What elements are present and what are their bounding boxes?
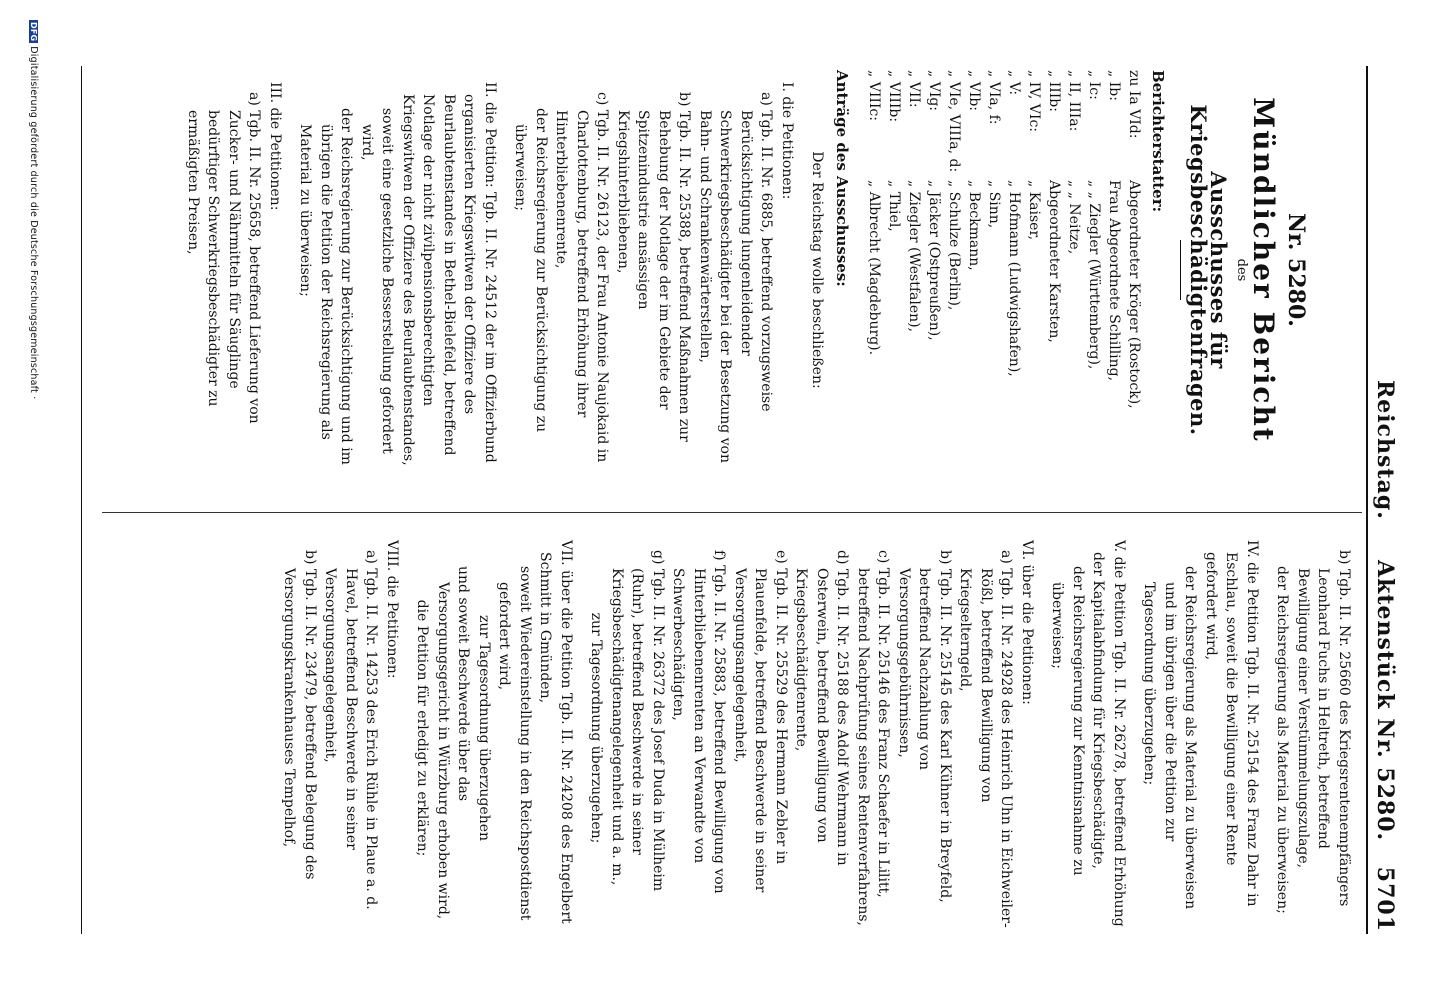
footer-rule xyxy=(81,66,82,934)
paragraph: zur Tagesordnung überzugehen xyxy=(476,614,492,842)
title-des: des xyxy=(1234,258,1249,282)
reporter-row xyxy=(984,70,1004,470)
reporter-key: „ VII: xyxy=(906,70,922,108)
reporter-name: „ Schulze (Berlin), xyxy=(946,180,962,311)
motions-heading: Anträge des Ausschusses: xyxy=(833,70,851,287)
header-rule xyxy=(1366,66,1368,934)
paragraph: VII. über die Petition Tgb. II. Nr. 24208 des Engelbert Schmitt in Gmünden, xyxy=(537,540,574,924)
reporter-name: „ Albrecht (Magdeburg). xyxy=(866,180,882,356)
reporter-name: „ „ Ziegler (Württemberg), xyxy=(1086,180,1102,370)
paragraph: der Reichsregierung als Material zu überweisen; xyxy=(1274,566,1291,914)
reporter-key: „ VIg: xyxy=(926,70,942,112)
paragraph: zur Tagesordnung überzugehen; xyxy=(588,612,605,844)
reporter-key: „ VIe, VIIIa, d: xyxy=(946,70,962,173)
reporter-row xyxy=(1004,70,1024,470)
reporter-row xyxy=(1024,70,1044,470)
reporter-row xyxy=(1064,70,1084,470)
reporter-row xyxy=(1044,70,1064,470)
paragraph: e) Tgb. II. Nr. 25529 des Hermann Zebler in Plauenfelde, betreffend Beschwerde in seiner Versorgungsangelegenheit, xyxy=(732,550,789,893)
paragraph: d) Tgb. II. Nr. 25188 des Adolf Wehrmann in Osterwein, betreffend Bewilligung von Kriegsbeschädigtenrente, xyxy=(793,550,851,866)
right-column xyxy=(279,528,1354,928)
reporter-key: „ VIb: xyxy=(966,70,982,112)
document-title: Mündlicher Bericht xyxy=(1247,97,1281,443)
header-document-number: Aktenstück Nr. 5280. xyxy=(1372,560,1398,842)
reporter-key: „ VIIIc: xyxy=(866,70,882,121)
reporter-row xyxy=(964,70,984,470)
paragraph: g) Tgb. II. Nr. 26372 des Josef Duda in Mülheim (Ruhr), betreffend Beschwerde in seiner Kriegsbeschädigtenangelegenheit und a. m., xyxy=(609,550,666,892)
paragraph: a) Tgb. II. Nr. 25658, betreffend Lieferung von Zucker- und Nährmitteln für Säuglinge bedürftiger Schwerkriegsbeschädigter zu ermäßigten Preisen, xyxy=(185,92,263,424)
reporter-name: „ Beckmann, xyxy=(966,180,982,271)
title-rule xyxy=(1181,240,1182,300)
reporter-name: „ Sinn, xyxy=(986,180,1002,229)
paragraph: a) Tgb. II. Nr. 6885, betreffend vorzugsweise Berücksichtigung lungenleidender Schwerkriegsbeschädigter bei der Besetzung von Bahn- und Schrankenwärterstellen, xyxy=(697,92,775,463)
reporter-key: „ IV, VIc: xyxy=(1026,70,1042,132)
motions-intro: Der Reichstag wolle beschließen: xyxy=(809,151,826,389)
reporter-key: „ IIIb: xyxy=(1046,70,1062,112)
reporter-row xyxy=(944,70,964,470)
paragraph: der Reichsregierung zur Kenntnisnahme zu überweisen; xyxy=(1049,566,1086,876)
paragraph: die Petition für erledigt zu erklären; xyxy=(414,599,431,857)
reporter-name: „ Kaiser, xyxy=(1026,180,1042,241)
reporter-key: „ V: xyxy=(1006,70,1022,96)
header-page-number: 5701 xyxy=(1372,866,1398,932)
reporter-name: „ Ziegler (Westfalen), xyxy=(906,180,922,333)
paragraph: c) Tgb. II. Nr. 25146 des Franz Schaefer in Lilitt, betreffend Nachprüfung seines Rentenverfahrens, xyxy=(855,550,892,926)
reporter-name: „ Jäcker (Ostpreußen), xyxy=(926,180,942,341)
paragraph: soweit eine gesetzliche Besserstellung gefordert wird, xyxy=(359,108,396,454)
paragraph: der Reichsregierung zur Berücksichtigung zu überweisen; xyxy=(512,108,549,433)
reporter-row xyxy=(884,70,904,470)
reporter-key: „ Ib: xyxy=(1106,70,1122,101)
paragraph: VIII. die Petitionen: xyxy=(384,540,400,679)
paragraph: soweit Wiedereinstellung in den Reichspostdienst gefordert wird, xyxy=(496,566,533,921)
reporter-row xyxy=(924,70,944,470)
reporter-key: „ Ic: xyxy=(1086,70,1102,100)
digitization-credit xyxy=(28,20,39,399)
reporter-name: „ Thiel, xyxy=(886,180,902,232)
paragraph: und soweit Beschwerde über das Versorgungsgericht in Würzburg erhoben wird, xyxy=(435,566,472,920)
paragraph: VI. über die Petitionen: xyxy=(1019,540,1035,705)
paragraph: V. die Petition Tgb. II. Nr. 26278, betreffend Erhöhung der Kapitalabfindung für Kriegsbeschädigte, xyxy=(1090,540,1127,927)
reporter-row xyxy=(1104,70,1124,470)
reporter-row xyxy=(904,70,924,470)
paragraph: III. die Petitionen: xyxy=(267,82,283,211)
reporters-heading: Berichterstatter: xyxy=(1149,70,1168,213)
paragraph: b) Tgb. II. Nr. 25388, betreffend Maßnahmen zur Behebung der Notlage der im Gebiete der Spitzenindustrie ansässigen Kriegshinterbliebenen, xyxy=(615,92,693,442)
paragraph: a) Tgb. II. Nr. 14253 des Erich Rühle in Plaue a. d. Havel, betreffend Beschwerde in seiner Versorgungsangelegenheit, xyxy=(322,550,380,910)
reporter-row xyxy=(864,70,884,470)
reporter-name: „ Hofmann (Ludwigshafen), xyxy=(1006,180,1022,377)
reporter-name: „ „ Neitze, xyxy=(1066,180,1082,255)
paragraph: der Reichsregierung als Material zu überweisen und im übrigen über die Petition zur Tagesordnung überzugehen; xyxy=(1141,566,1199,910)
paragraph: b) Tgb. II. Nr. 23479, betreffend Belegung des Versorgungskrankenhauses Tempelhof, xyxy=(281,550,318,880)
paragraph: a) Tgb. II. Nr. 24928 des Heinrich Uhn in Eichweiler-Rößl, betreffend Bewilligung von Kriegselterngeld, xyxy=(957,550,1015,928)
paragraph: c) Tgb. II. Nr. 26123, der Frau Antonie Naujokaid in Charlottenburg, betreffend Erhöhung ihrer Hinterbliebenenrente, xyxy=(553,92,611,463)
reporter-key: „ VIIIb: xyxy=(886,70,902,123)
paragraph: b) Tgb. II. Nr. 25145 des Karl Kühner in Breyfeld, betreffend Nachzahlung von Versorgungsgebührnissen, xyxy=(896,550,953,903)
document-subtitle: Ausschusses für Kriegsbeschädigtenfragen. xyxy=(1186,104,1232,436)
reporter-key: zu Ia VId: xyxy=(1126,70,1142,139)
reporter-key: „ II, IIIa: xyxy=(1066,70,1082,132)
credit-text: Digitalisierung gefördert durch die Deutsche Forschungsgemeinschaft · xyxy=(28,46,39,400)
left-column xyxy=(183,70,1355,470)
reporter-row xyxy=(1124,70,1144,470)
paragraph: f) Tgb. II. Nr. 25883, betreffend Bewilligung von Hinterbliebenenrenten an Verwandte von Schwerbeschädigten, xyxy=(670,550,728,894)
paragraph: I. die Petitionen: xyxy=(779,82,795,200)
reporter-name: Abgeordneter Karsten, xyxy=(1046,180,1062,343)
paragraph: II. die Petition: Tgb. II. Nr. 24512 der im Offizierbund organisierten Kriegswitwen der Offiziere des Beurlaubtenstandes in Bethel-Bielefeld, betreffend Notlage der nicht zivilpensionsberechtigten Kriegswitwen der Offiziere des Beurlaubtenstandes, xyxy=(400,82,498,466)
reporters-list xyxy=(864,70,1144,470)
reporter-name: Abgeordneter Kröger (Rostock), xyxy=(1126,180,1142,409)
reporter-name: Frau Abgeordnete Schilling, xyxy=(1106,180,1122,382)
dfg-logo: DFG xyxy=(29,22,38,42)
header-reichstag: Reichstag. xyxy=(1372,380,1398,520)
reporter-row xyxy=(1084,70,1104,470)
reporter-key: „ VIa, f: xyxy=(986,70,1002,125)
paragraph: der Reichsregierung zur Berücksichtigung und im übrigen die Petition der Reichsregierung als Material zu überweisen; xyxy=(297,108,355,465)
column-divider xyxy=(102,512,1362,513)
paragraph: IV. die Petition Tgb. II. Nr. 25154 des Franz Dahr in Eschlau, soweit die Bewilligung einer Rente gefordert wird, xyxy=(1203,540,1260,907)
document-number: Nr. 5280. xyxy=(1283,213,1309,327)
paragraph: b) Tgb. II. Nr. 25660 des Kriegsrentenempfängers Leonhard Fuchs in Heltreth, betreffend Bewilligung einer Verstümmelungszulage, xyxy=(1295,550,1352,907)
